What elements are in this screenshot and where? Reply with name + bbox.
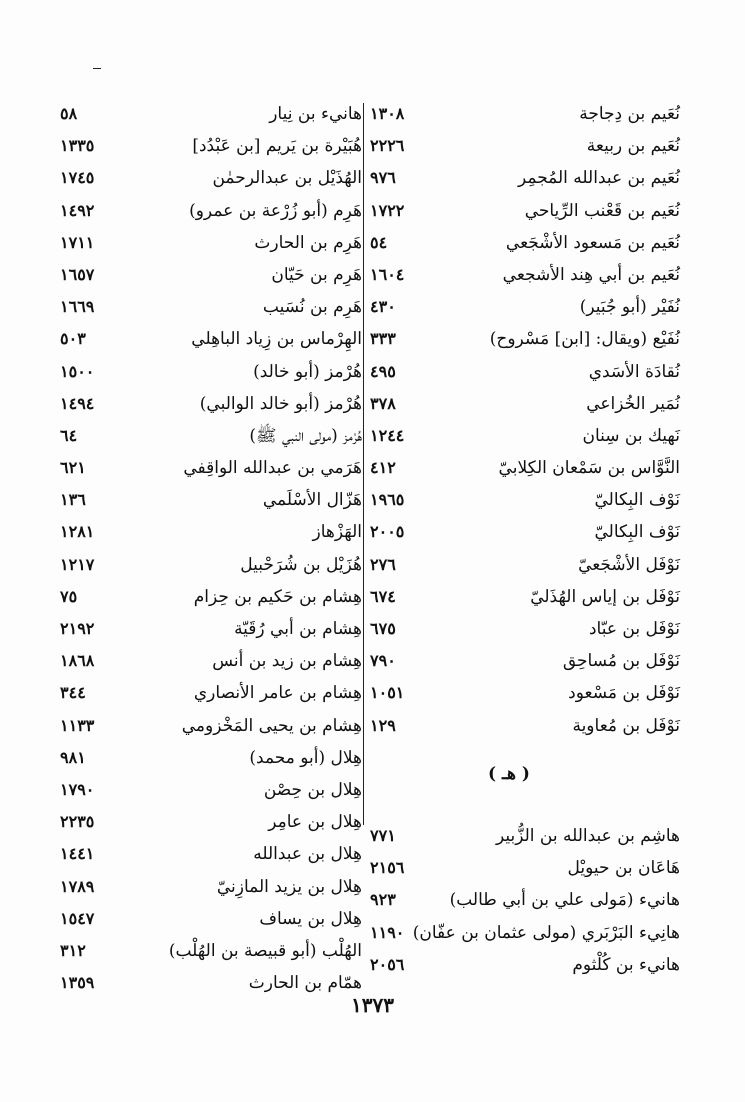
entry-name: الهِرْماس بن زِياد الباهِلي — [191, 329, 362, 350]
entry-number: ٩٢٣ — [370, 890, 396, 910]
entry-number: ٣٤٤ — [60, 683, 86, 703]
index-entry — [370, 886, 680, 918]
entry-number: ١٧٩٠ — [60, 779, 95, 799]
index-entry — [370, 712, 680, 744]
entry-number: ٤٩٥ — [370, 361, 396, 381]
index-entry — [370, 358, 680, 390]
entry-name: هَرِم بن حَيّان — [271, 264, 362, 285]
index-entry — [60, 454, 362, 486]
entry-number: ٩٨١ — [60, 747, 86, 767]
index-entry — [60, 647, 362, 679]
index-entry — [60, 808, 362, 840]
entry-number: ٣٣٣ — [370, 329, 396, 349]
entry-name: هِلال بن يزيد المازِنيّ — [216, 876, 362, 897]
entry-number: ٥٤ — [370, 232, 388, 252]
entry-name: هِلال بن حِصْن — [263, 779, 362, 800]
entry-name: هِشام بن أبي رُقَيّة — [234, 619, 362, 639]
entry-name: نَوْفَل بن مَسْعود — [568, 683, 680, 704]
entry-name: هُرْمز (أبو خالد الوالبي) — [199, 393, 362, 414]
entry-name: هانِيء البَرْبَري (مولى عثمان بن عفّان) — [412, 922, 680, 943]
entry-number: ١٢٨١ — [60, 522, 95, 542]
entry-name: هَرَمي بن عبدالله الواقِفي — [183, 458, 362, 479]
entry-name: نُمَير الخُزاعي — [586, 393, 680, 414]
entry-number: ١٧٨٩ — [60, 876, 95, 896]
entry-name: هَرِم بن الحارث — [254, 232, 362, 253]
entry-name: نَوْفَل بن إياس الهُذَليّ — [530, 586, 680, 607]
index-entry — [60, 712, 362, 744]
index-entry — [60, 358, 362, 390]
entry-name: نُفَيْع (ويقال: [ابن] مَسْروح) — [489, 329, 680, 350]
entry-number: ٦٤ — [60, 425, 78, 445]
entry-number: ١٥٤٧ — [60, 908, 95, 928]
index-entry — [60, 518, 362, 550]
index-entry — [370, 615, 680, 647]
entry-name: نَوْف البِكاليّ — [594, 490, 680, 511]
entry-number: ١٣٦ — [60, 490, 86, 510]
entry-number: ٢٠٠٥ — [370, 522, 405, 542]
index-entry — [370, 679, 680, 711]
index-entry — [60, 261, 362, 293]
entry-name: نَوْفَل بن مُساحِق — [562, 651, 680, 672]
entry-name: الهُلْب (أبو قبيصة بن الهُلْب) — [168, 940, 362, 961]
entry-name: هَرِم بن نُسَيب — [262, 297, 362, 318]
entry-name: هانيء بن نِيار — [269, 104, 362, 124]
index-entry — [60, 197, 362, 229]
index-entry — [60, 486, 362, 518]
entry-number: ٢١٥٦ — [370, 858, 405, 878]
entry-name: هِلال بن عامِر — [268, 812, 362, 833]
entry-name: همّام بن الحارث — [248, 973, 362, 994]
entry-number: ٦٧٥ — [370, 619, 396, 638]
entry-number: ١٤٩٤ — [60, 393, 95, 413]
entry-number: ١٢٤٤ — [370, 425, 405, 445]
index-entry — [60, 164, 362, 196]
entry-number: ٢٧٦ — [370, 554, 396, 574]
index-entry — [370, 822, 680, 854]
entry-name: هَرِم (أبو زُرْعة بن عمرو) — [189, 200, 362, 221]
index-entry — [370, 422, 680, 454]
entry-number: ٢٠٥٦ — [370, 954, 405, 974]
index-entry — [60, 132, 362, 164]
entry-number: ٥٠٣ — [60, 329, 86, 349]
entry-name: هِلال بن عبدالله — [253, 844, 362, 865]
entry-number: ٧٧١ — [370, 826, 396, 845]
index-entry — [370, 486, 680, 518]
index-entry — [60, 744, 362, 776]
entry-name: هانيء (مَولى علي بن أبي طالب) — [449, 890, 680, 911]
index-entry — [370, 583, 680, 615]
entry-number: ١٤٤١ — [60, 844, 95, 864]
entry-name: هِشام بن عامر الأنصاري — [193, 683, 362, 704]
index-entry — [370, 132, 680, 164]
entry-name: هِشام بن حَكيم بن حِزام — [193, 586, 362, 607]
entry-number: ٤٣٠ — [370, 297, 396, 317]
entry-name: نُعَيم بن أبي هِند الأشجعي — [502, 264, 680, 285]
entry-number: ١٣٥٩ — [60, 973, 95, 993]
right-index-column-section-h — [370, 822, 680, 983]
index-entry — [60, 873, 362, 905]
entry-number: ٦٧٤ — [370, 586, 396, 606]
entry-number: ٣٧٨ — [370, 393, 396, 413]
entry-name: نَهيك بن سِنان — [582, 425, 680, 446]
index-entry — [370, 229, 680, 261]
index-entry — [60, 100, 362, 132]
index-entry — [370, 454, 680, 486]
entry-number: ٢٢٢٦ — [370, 136, 405, 156]
entry-number: ١٦٥٧ — [60, 264, 95, 284]
index-entry — [60, 679, 362, 711]
index-entry — [370, 551, 680, 583]
entry-number: ١٧١١ — [60, 232, 95, 252]
entry-name: الهُذَيْل بن عبدالرحمٰن — [212, 168, 362, 189]
entry-name: هُزَيْل بن شُرَحْبيل — [240, 554, 362, 575]
entry-number: ١٧٤٥ — [60, 168, 95, 188]
entry-number: ١٤٩٢ — [60, 200, 95, 220]
entry-name: نَوْفَل بن مُعاوية — [572, 715, 680, 736]
index-entry — [370, 390, 680, 422]
right-index-column — [370, 100, 680, 744]
entry-name: الهَزْهاز — [312, 522, 362, 543]
index-entry — [370, 647, 680, 679]
index-entry — [370, 293, 680, 325]
entry-number: ١٠٥١ — [370, 683, 405, 703]
index-entry — [370, 100, 680, 132]
entry-number: ١٦٠٤ — [370, 264, 405, 284]
entry-name: نُعَيم بن ربيعة — [586, 136, 680, 157]
index-entry — [60, 583, 362, 615]
index-entry — [370, 197, 680, 229]
index-entry — [370, 951, 680, 983]
index-entry — [370, 325, 680, 357]
entry-name: هانيء بن كُلْثوم — [572, 954, 680, 975]
entry-number: ١٢١٧ — [60, 554, 95, 574]
index-entry — [370, 518, 680, 550]
entry-name: هَزّال الأسْلَمي — [262, 490, 362, 511]
entry-name: هُرْمز (مولى النبي ﷺ) — [249, 425, 362, 446]
entry-name: هُبَيْرة بن يَريم [بن عَبْدُد] — [192, 136, 362, 157]
entry-number: ٥٨ — [60, 104, 78, 123]
index-entry — [60, 325, 362, 357]
index-entry — [60, 422, 362, 454]
index-entry — [60, 615, 362, 647]
entry-number: ١٣٣٥ — [60, 136, 95, 156]
entry-name: هاشِم بن عبدالله بن الزُّبير — [495, 826, 680, 846]
entry-name: هُرْمز (أبو خالد) — [253, 361, 362, 382]
entry-number: ٣١٢ — [60, 940, 86, 960]
left-index-column — [60, 100, 362, 1001]
index-entry — [370, 164, 680, 196]
index-entry — [60, 551, 362, 583]
entry-name: نُعَيم بن عبدالله المُجمِر — [517, 168, 680, 189]
entry-number: ١٨٦٨ — [60, 651, 95, 671]
entry-number: ١٦٦٩ — [60, 297, 95, 317]
index-entry — [370, 261, 680, 293]
entry-number: ١٢٩ — [370, 715, 396, 735]
page-number: ١٣٧٣ — [351, 993, 394, 1017]
index-entry — [60, 840, 362, 872]
entry-number: ٩٧٦ — [370, 168, 396, 188]
entry-number: ١٧٢٢ — [370, 200, 405, 220]
index-entry — [60, 905, 362, 937]
entry-name: نَوْف البِكاليّ — [594, 522, 680, 543]
index-entry — [60, 229, 362, 261]
index-entry — [370, 854, 680, 886]
entry-name: نُعَيم بن مَسعود الأشْجَعي — [505, 232, 680, 253]
entry-name: هَاعَان بن حيويْل — [567, 858, 680, 879]
entry-name: نَوْفَل الأشْجَعيّ — [578, 554, 680, 575]
section-heading: ( هـ ) — [488, 764, 530, 784]
entry-name: هِشام بن يحيى المَخْزومي — [181, 715, 362, 736]
entry-number: ١٣٠٨ — [370, 104, 405, 123]
index-entry — [370, 919, 680, 951]
entry-name: نَوْفَل بن عبّاد — [588, 619, 680, 639]
entry-number: ١١٩٠ — [370, 922, 405, 942]
index-entry — [60, 776, 362, 808]
entry-name: هِلال (أبو محمد) — [249, 747, 362, 768]
index-entry — [60, 937, 362, 969]
entry-number: ٢٢٣٥ — [60, 812, 95, 832]
entry-number: ١٥٠٠ — [60, 361, 95, 381]
entry-number: ٢١٩٢ — [60, 619, 95, 638]
entry-name: نُفَيْر (أبو جُبَير) — [579, 297, 680, 318]
entry-name: نُعَيم بن قَعْنب الرِّياحي — [524, 200, 680, 221]
entry-name: نُقادَة الأسَدي — [588, 361, 680, 382]
entry-name: هِلال بن يساف — [259, 908, 362, 929]
entry-name: هِشام بن زيد بن أنس — [212, 651, 362, 672]
entry-number: ١٩٦٥ — [370, 490, 405, 510]
entry-name: النَّوَّاس بن سَمْعان الكِلابيّ — [498, 458, 680, 479]
column-separator — [363, 103, 364, 825]
index-entry — [60, 293, 362, 325]
entry-number: ٤١٢ — [370, 458, 396, 478]
index-entry — [60, 390, 362, 422]
page-corner-mark — [93, 68, 101, 69]
entry-name: نُعَيم بن دِجاجة — [579, 104, 680, 124]
entry-number: ٦٢١ — [60, 458, 86, 478]
entry-number: ١١٣٣ — [60, 715, 95, 735]
entry-number: ٧٥ — [60, 586, 78, 606]
entry-number: ٧٩٠ — [370, 651, 396, 671]
